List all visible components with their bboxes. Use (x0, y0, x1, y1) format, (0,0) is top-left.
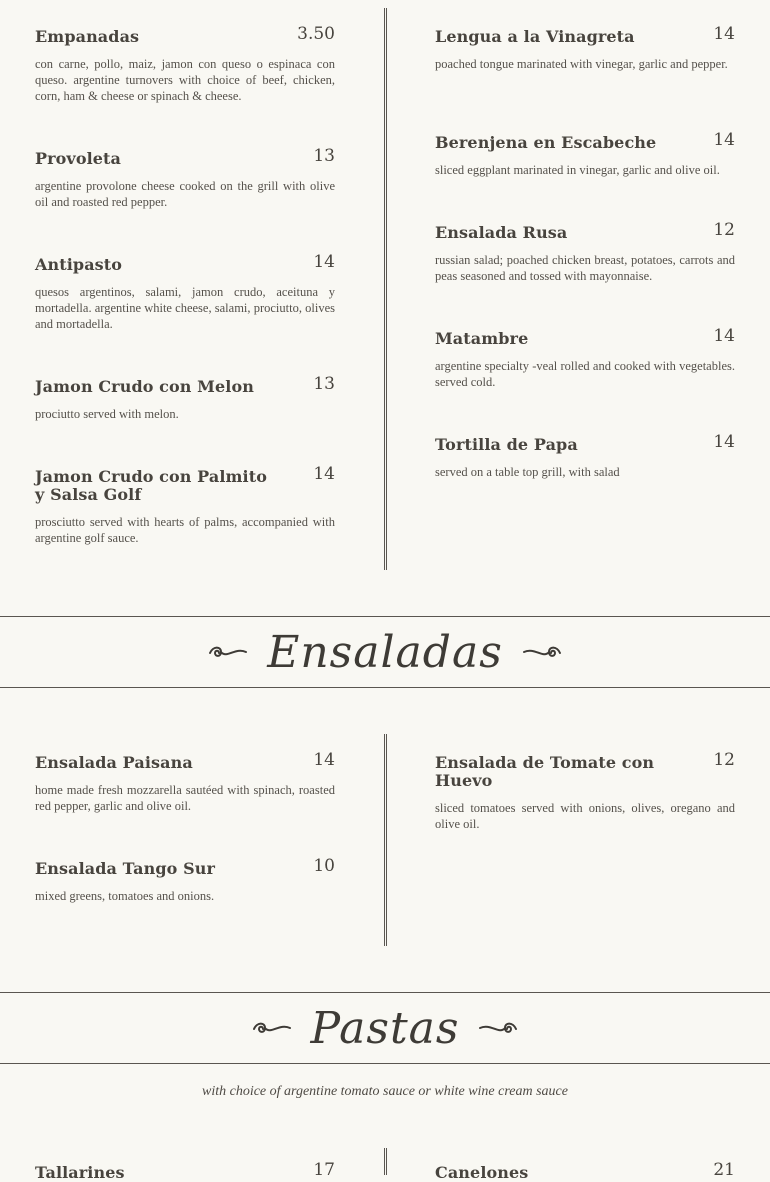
item-price: 14 (713, 432, 735, 452)
item-description: argentine specialty -veal rolled and cooked with vegetables. served cold. (435, 359, 735, 389)
item-price: 3.50 (297, 24, 335, 44)
column-divider (384, 1148, 387, 1175)
item-description: home made fresh mozzarella sautéed with spinach, roasted red pepper, garlic and olive oil. (35, 783, 335, 813)
menu-item (35, 24, 335, 104)
menu-item (435, 750, 735, 832)
item-name: Berenjena en Escabeche (435, 133, 657, 152)
menu-item (435, 24, 735, 72)
menu-item (35, 750, 335, 814)
item-name: Provoleta (35, 149, 122, 168)
item-name: Ensalada Rusa (435, 223, 568, 242)
item-name: Ensalada Tango Sur (35, 859, 215, 878)
item-description: served on a table top grill, with salad (435, 465, 620, 479)
item-price: 10 (313, 856, 335, 876)
swirl-flourish-icon (251, 1019, 293, 1037)
item-price: 12 (713, 220, 735, 240)
menu-item (435, 1160, 735, 1182)
item-description: prociutto served with melon. (35, 407, 179, 421)
menu-item (35, 374, 335, 422)
item-description: argentine provolone cheese cooked on the grill with olive oil and roasted red pepper. (35, 179, 335, 209)
menu-item (35, 146, 335, 210)
item-name: Tortilla de Papa (435, 435, 578, 454)
item-description: prosciutto served with hearts of palms, accompanied with argentine golf sauce. (35, 515, 335, 545)
item-price: 14 (713, 24, 735, 44)
item-name: Ensalada de Tomate con Huevo (435, 753, 655, 790)
item-name: Canelones (435, 1163, 529, 1182)
item-price: 21 (713, 1160, 735, 1180)
item-price: 17 (313, 1160, 335, 1180)
item-description: mixed greens, tomatoes and onions. (35, 889, 215, 903)
menu-item (435, 432, 735, 480)
item-description: quesos argentinos, salami, jamon crudo, aceituna y mortadella. argentine white cheese, salami, prociutto, olives and mortadella. (35, 285, 335, 331)
item-price: 14 (713, 130, 735, 150)
item-description: poached tongue marinated with vinegar, garlic and pepper. (435, 57, 728, 71)
item-description: con carne, pollo, maiz, jamon con queso o espinaca con queso. argentine turnovers with choice of beef, chicken, corn, ham & cheese or spinach & cheese. (35, 57, 335, 103)
menu-item (435, 220, 735, 284)
pastas-header (0, 992, 770, 1064)
swirl-flourish-icon (521, 643, 563, 661)
item-name: Empanadas (35, 27, 140, 46)
item-description: sliced tomatoes served with onions, olives, oregano and olive oil. (435, 801, 735, 831)
menu-item (35, 1160, 335, 1182)
item-name: Matambre (435, 329, 529, 348)
item-name: Ensalada Paisana (35, 753, 193, 772)
menu-item (35, 856, 335, 904)
section-title: Pastas (310, 1002, 460, 1054)
swirl-flourish-icon (207, 643, 249, 661)
item-price: 14 (313, 464, 335, 484)
item-price: 14 (313, 252, 335, 272)
section-title: Ensaladas (267, 626, 503, 678)
item-name: Jamon Crudo con Melon (35, 377, 254, 396)
menu-item (35, 464, 335, 546)
ensaladas-header (0, 616, 770, 688)
menu-item (435, 326, 735, 390)
item-name: Tallarines (35, 1163, 125, 1182)
item-price: 13 (313, 146, 335, 166)
item-name: Jamon Crudo con Palmito y Salsa Golf (35, 467, 268, 504)
swirl-flourish-icon (477, 1019, 519, 1037)
item-price: 14 (713, 326, 735, 346)
item-name: Lengua a la Vinagreta (435, 27, 635, 46)
menu-item (35, 252, 335, 332)
item-price: 13 (313, 374, 335, 394)
item-price: 12 (713, 750, 735, 770)
column-divider (384, 8, 387, 570)
section-note: with choice of argentine tomato sauce or white wine cream sauce (201, 1084, 568, 1099)
menu-item (435, 130, 735, 178)
column-divider (384, 734, 387, 946)
item-description: russian salad; poached chicken breast, potatoes, carrots and peas seasoned and tossed with mayonnaise. (435, 253, 735, 283)
item-name: Antipasto (35, 255, 123, 274)
item-description: sliced eggplant marinated in vinegar, garlic and olive oil. (435, 163, 720, 177)
item-price: 14 (313, 750, 335, 770)
